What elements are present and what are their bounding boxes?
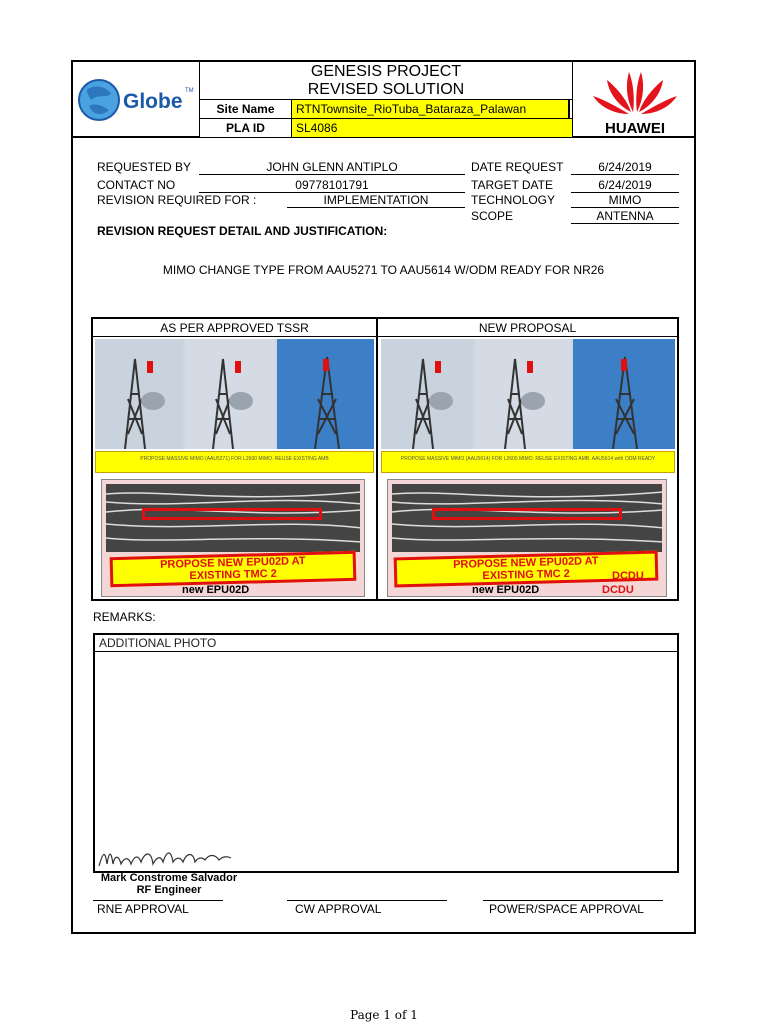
tower-photo-icon xyxy=(381,339,675,449)
globe-logo-tm: TM xyxy=(185,88,194,94)
revision-required-label: REVISION REQUIRED FOR : xyxy=(97,193,257,207)
signature-icon xyxy=(97,842,237,872)
scope-label: SCOPE xyxy=(471,209,514,223)
page-number: Page 1 of 1 xyxy=(350,1008,418,1022)
tssr-note: PROPOSE MASSIVE MIMO (AAU5271) FOR L2600 MIMO. REUSE EXISTING AMB xyxy=(95,451,374,473)
contact-no-value: 09778101791 xyxy=(199,178,465,193)
additional-photo-label: ADDITIONAL PHOTO xyxy=(95,635,677,652)
tssr-tower-photos xyxy=(95,339,374,449)
cabinet-photo-icon xyxy=(392,484,662,552)
date-request-label: DATE REQUEST xyxy=(471,160,564,174)
site-name-label: Site Name xyxy=(200,100,292,118)
revision-required-value: IMPLEMENTATION xyxy=(287,193,465,208)
pla-id-row xyxy=(200,119,572,138)
rne-approval-line xyxy=(93,900,223,901)
table-divider xyxy=(376,319,378,599)
proposal-dcdu-label-2: DCDU xyxy=(602,584,634,596)
cabinet-photo-icon xyxy=(106,484,360,552)
signatory xyxy=(99,872,239,896)
pla-id-value: SL4086 xyxy=(292,119,572,137)
cw-approval-line xyxy=(287,900,447,901)
site-name-row xyxy=(200,100,572,119)
proposal-new-epu-label: new EPU02D xyxy=(472,584,540,596)
pla-id-label: PLA ID xyxy=(200,119,292,137)
contact-no-label: CONTACT NO xyxy=(97,178,176,192)
signatory-name: Mark Constrome Salvador xyxy=(100,872,238,884)
tssr-new-epu-label: new EPU02D xyxy=(182,584,250,596)
title-line-1: GENESIS PROJECT xyxy=(310,63,462,80)
proposal-propose-box: PROPOSE NEW EPU02D AT EXISTING TMC 2 xyxy=(394,551,659,588)
huawei-logo-icon xyxy=(577,66,693,136)
cw-approval-label: CW APPROVAL xyxy=(295,902,382,916)
additional-photo-box xyxy=(93,633,679,873)
target-date-value: 6/24/2019 xyxy=(571,178,679,193)
requested-by-label: REQUESTED BY xyxy=(97,160,192,174)
form-title xyxy=(200,62,572,100)
tssr-header: AS PER APPROVED TSSR xyxy=(93,319,376,337)
tower-photo-icon xyxy=(95,339,374,449)
proposal-tower-photos xyxy=(381,339,675,449)
signatory-title: RF Engineer xyxy=(136,884,202,896)
date-request-value: 6/24/2019 xyxy=(571,160,679,175)
target-date-label: TARGET DATE xyxy=(471,178,554,192)
photo-comparison-table xyxy=(91,317,679,601)
proposal-header: NEW PROPOSAL xyxy=(378,319,677,337)
globe-logo-icon xyxy=(77,76,195,124)
power-approval-line xyxy=(483,900,663,901)
site-name-value: RTNTownsite_RioTuba_Bataraza_Palawan xyxy=(292,100,570,118)
rne-approval-label: RNE APPROVAL xyxy=(97,902,189,916)
huawei-logo-cell xyxy=(572,62,696,138)
power-approval-label: POWER/SPACE APPROVAL xyxy=(489,902,644,916)
proposal-note: PROPOSE MASSIVE MIMO (AAU5614) FOR L2600 MIMO. REUSE EXISTING AMB. AAU5614 with ODM READY xyxy=(381,451,675,473)
detail-heading: REVISION REQUEST DETAIL AND JUSTIFICATION: xyxy=(97,224,388,238)
globe-logo-text: Globe xyxy=(123,90,183,113)
technology-label: TECHNOLOGY xyxy=(471,193,556,207)
proposal-dcdu-label: DCDU xyxy=(612,570,644,582)
huawei-logo-text: HUAWEI xyxy=(605,120,665,136)
proposal-cabinet-photo xyxy=(387,479,667,597)
revision-form xyxy=(71,60,696,934)
requested-by-value: JOHN GLENN ANTIPLO xyxy=(199,160,465,175)
detail-text: MIMO CHANGE TYPE FROM AAU5271 TO AAU5614 W/ODM READY FOR NR26 xyxy=(162,263,605,277)
remarks-label: REMARKS: xyxy=(93,610,156,624)
tssr-cabinet-photo xyxy=(101,479,365,597)
globe-logo-cell xyxy=(73,62,200,138)
technology-value: MIMO xyxy=(571,193,679,208)
tssr-propose-box: PROPOSE NEW EPU02D AT EXISTING TMC 2 xyxy=(110,551,357,587)
scope-value: ANTENNA xyxy=(571,209,679,224)
title-line-2: REVISED SOLUTION xyxy=(307,81,465,98)
